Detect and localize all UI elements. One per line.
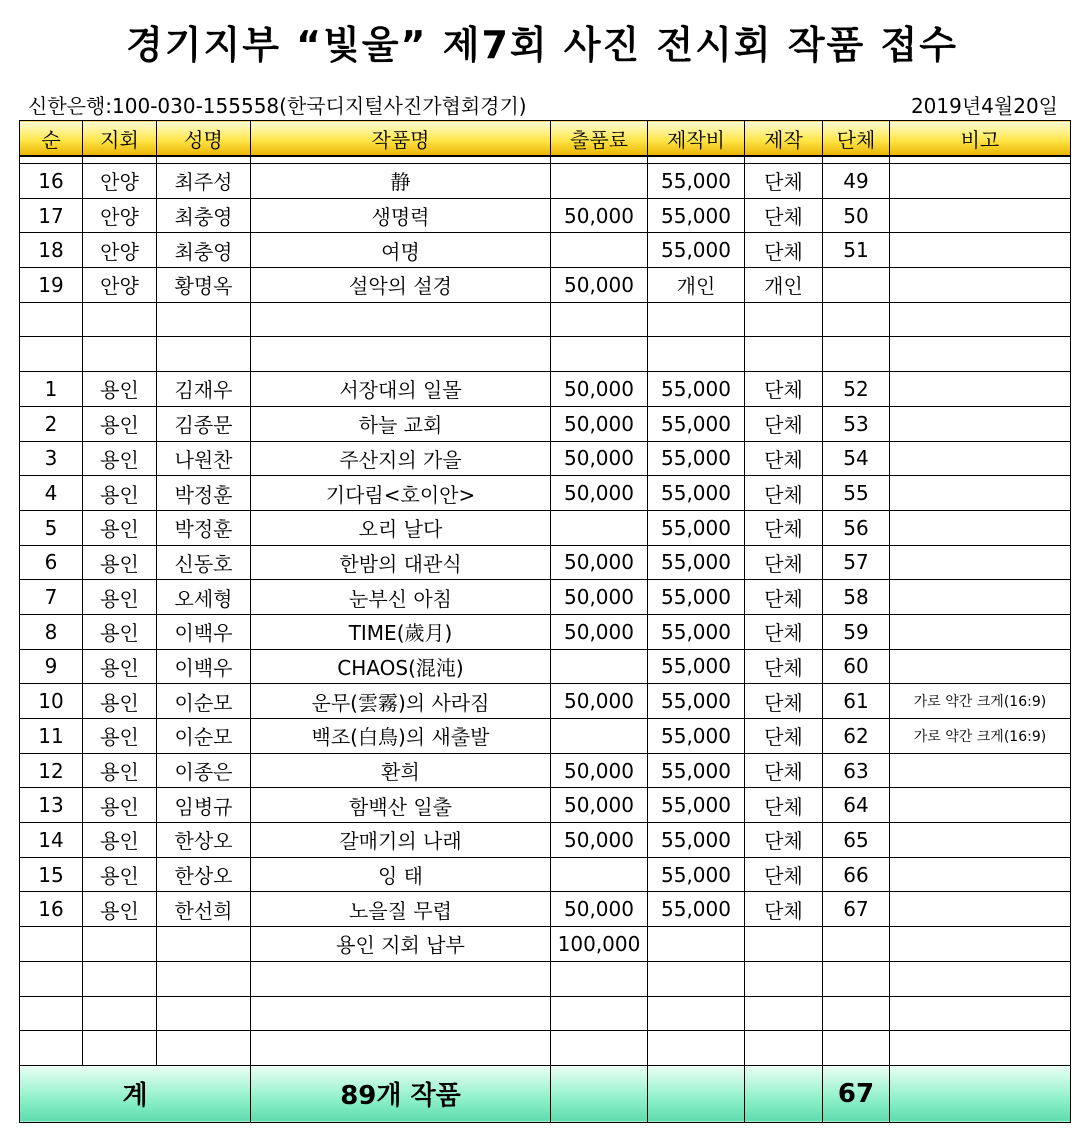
cell-production: 개인 — [745, 268, 823, 303]
cell-fee — [551, 961, 648, 996]
cell-name — [157, 927, 251, 962]
cell-production: 단체 — [745, 406, 823, 441]
total-cost — [648, 1065, 745, 1122]
table-row — [20, 753, 1071, 788]
cell-name: 이백우 — [157, 614, 251, 649]
cell-work: 생명력 — [251, 198, 551, 233]
cell-no: 12 — [20, 753, 83, 788]
cell-cost: 55,000 — [648, 788, 745, 823]
cell-production: 단체 — [745, 614, 823, 649]
cell-cost: 55,000 — [648, 684, 745, 719]
cell-production: 단체 — [745, 719, 823, 754]
cell-name: 최주성 — [157, 164, 251, 199]
cell-name — [157, 1031, 251, 1066]
cell-name: 황명옥 — [157, 268, 251, 303]
cell-cost: 55,000 — [648, 823, 745, 858]
cell-name: 신동호 — [157, 545, 251, 580]
cell-no: 1 — [20, 372, 83, 407]
table-row — [20, 302, 1071, 337]
cell-group — [823, 268, 890, 303]
cell-group — [823, 302, 890, 337]
cell-fee — [551, 233, 648, 268]
cell-fee — [551, 1031, 648, 1066]
cell-work: 노을질 무렵 — [251, 892, 551, 927]
cell-name — [157, 961, 251, 996]
cell-fee: 50,000 — [551, 441, 648, 476]
cell-note — [890, 823, 1071, 858]
cell-name: 김재우 — [157, 372, 251, 407]
cell-note — [890, 927, 1071, 962]
cell-no: 3 — [20, 441, 83, 476]
cell-note — [890, 233, 1071, 268]
cell-no: 14 — [20, 823, 83, 858]
cell-note — [890, 753, 1071, 788]
cell-cost: 개인 — [648, 268, 745, 303]
cell-no: 9 — [20, 649, 83, 684]
cell-branch: 용인 — [83, 753, 157, 788]
total-production — [745, 1065, 823, 1122]
table-row — [20, 268, 1071, 303]
cell-fee: 50,000 — [551, 892, 648, 927]
cell-branch: 안양 — [83, 198, 157, 233]
cell-name: 나원찬 — [157, 441, 251, 476]
cell-branch: 용인 — [83, 614, 157, 649]
cell-note — [890, 961, 1071, 996]
table-row — [20, 233, 1071, 268]
cell-no: 7 — [20, 580, 83, 615]
cell-production — [745, 302, 823, 337]
cell-no: 16 — [20, 892, 83, 927]
cell-note — [890, 996, 1071, 1031]
cell-production: 단체 — [745, 372, 823, 407]
cell-cost: 55,000 — [648, 580, 745, 615]
cell-note — [890, 580, 1071, 615]
cell-cost: 55,000 — [648, 719, 745, 754]
bank-info: 신한은행:100-030-155558(한국디지털사진가협회경기) — [28, 94, 527, 118]
cell-fee: 50,000 — [551, 753, 648, 788]
table-row — [20, 476, 1071, 511]
cell-branch: 용인 — [83, 788, 157, 823]
cell-work: 하늘 교회 — [251, 406, 551, 441]
table-row — [20, 719, 1071, 754]
cell-group: 53 — [823, 406, 890, 441]
cell-group: 59 — [823, 614, 890, 649]
cell-name — [157, 302, 251, 337]
cell-cost — [648, 302, 745, 337]
cell-group: 63 — [823, 753, 890, 788]
cell-no: 15 — [20, 857, 83, 892]
cell-work: 서장대의 일몰 — [251, 372, 551, 407]
cell-work: 용인 지회 납부 — [251, 927, 551, 962]
cell-production: 단체 — [745, 233, 823, 268]
cell-fee: 50,000 — [551, 268, 648, 303]
cell-work: 주산지의 가을 — [251, 441, 551, 476]
cell-name — [157, 996, 251, 1031]
cell-fee — [551, 164, 648, 199]
cell-work: 여명 — [251, 233, 551, 268]
cell-group: 51 — [823, 233, 890, 268]
cell-group — [823, 1031, 890, 1066]
cell-cost — [648, 996, 745, 1031]
cell-branch: 용인 — [83, 545, 157, 580]
cell-cost: 55,000 — [648, 198, 745, 233]
total-group: 67 — [823, 1065, 890, 1122]
cell-note — [890, 164, 1071, 199]
cell-group: 54 — [823, 441, 890, 476]
table-row — [20, 927, 1071, 962]
cell-work: 함백산 일출 — [251, 788, 551, 823]
cell-branch — [83, 1031, 157, 1066]
table-body — [20, 156, 1071, 1065]
cell-cost: 55,000 — [648, 372, 745, 407]
cell-fee: 50,000 — [551, 372, 648, 407]
cell-name — [157, 337, 251, 372]
cell-branch: 용인 — [83, 406, 157, 441]
cell-branch: 안양 — [83, 164, 157, 199]
table-row — [20, 823, 1071, 858]
table-header — [20, 121, 1071, 157]
cell-note — [890, 198, 1071, 233]
cell-group: 58 — [823, 580, 890, 615]
table-row — [20, 857, 1071, 892]
cell-no — [20, 961, 83, 996]
cell-name: 박정훈 — [157, 476, 251, 511]
cell-group: 60 — [823, 649, 890, 684]
cell-work: TIME(歲月) — [251, 614, 551, 649]
cell-note — [890, 302, 1071, 337]
cell-fee: 50,000 — [551, 476, 648, 511]
cell-cost: 55,000 — [648, 753, 745, 788]
cell-fee: 50,000 — [551, 545, 648, 580]
cell-production: 단체 — [745, 753, 823, 788]
cell-work: 한밤의 대관식 — [251, 545, 551, 580]
cell-cost: 55,000 — [648, 857, 745, 892]
cell-group: 52 — [823, 372, 890, 407]
table-row — [20, 892, 1071, 927]
table-row — [20, 198, 1071, 233]
cell-production: 단체 — [745, 684, 823, 719]
cell-fee: 50,000 — [551, 580, 648, 615]
cell-fee — [551, 302, 648, 337]
cell-work: CHAOS(混沌) — [251, 649, 551, 684]
cell-note — [890, 892, 1071, 927]
cell-cost: 55,000 — [648, 406, 745, 441]
cell-name: 이백우 — [157, 649, 251, 684]
cell-work — [251, 961, 551, 996]
header-group: 단체 — [823, 121, 890, 157]
cell-group: 50 — [823, 198, 890, 233]
table-row — [20, 164, 1071, 199]
cell-production — [745, 1031, 823, 1066]
cell-no: 8 — [20, 614, 83, 649]
cell-group — [823, 961, 890, 996]
cell-no: 19 — [20, 268, 83, 303]
table-row — [20, 1031, 1071, 1066]
cell-branch: 용인 — [83, 823, 157, 858]
cell-fee: 50,000 — [551, 788, 648, 823]
cell-cost: 55,000 — [648, 545, 745, 580]
cell-note — [890, 476, 1071, 511]
cell-no — [20, 927, 83, 962]
table-row — [20, 580, 1071, 615]
cell-production: 단체 — [745, 823, 823, 858]
cell-branch — [83, 996, 157, 1031]
cell-name: 김종문 — [157, 406, 251, 441]
cell-branch: 용인 — [83, 476, 157, 511]
cell-fee: 100,000 — [551, 927, 648, 962]
table-row — [20, 996, 1071, 1031]
header-fee: 출품료 — [551, 121, 648, 157]
cell-work: 갈매기의 나래 — [251, 823, 551, 858]
header-name: 성명 — [157, 121, 251, 157]
cell-name: 한선희 — [157, 892, 251, 927]
cell-branch: 용인 — [83, 892, 157, 927]
cell-group: 67 — [823, 892, 890, 927]
cell-fee: 50,000 — [551, 614, 648, 649]
cell-production: 단체 — [745, 476, 823, 511]
page-title: 경기지부 “빛울” 제7회 사진 전시회 작품 접수 — [126, 23, 958, 67]
total-fee — [551, 1065, 648, 1122]
cell-fee — [551, 337, 648, 372]
cell-group: 57 — [823, 545, 890, 580]
cell-note — [890, 545, 1071, 580]
cell-cost — [648, 927, 745, 962]
cell-production — [745, 337, 823, 372]
header-divider — [20, 156, 1071, 164]
cell-branch: 안양 — [83, 268, 157, 303]
cell-production — [745, 927, 823, 962]
cell-production: 단체 — [745, 545, 823, 580]
total-works: 89개 작품 — [251, 1065, 551, 1122]
header-note: 비고 — [890, 121, 1071, 157]
cell-branch — [83, 927, 157, 962]
cell-production: 단체 — [745, 857, 823, 892]
cell-cost: 55,000 — [648, 892, 745, 927]
cell-production: 단체 — [745, 510, 823, 545]
cell-work — [251, 337, 551, 372]
cell-name: 한상오 — [157, 857, 251, 892]
cell-branch — [83, 302, 157, 337]
cell-name: 임병규 — [157, 788, 251, 823]
cell-work: 백조(白鳥)의 새출발 — [251, 719, 551, 754]
cell-cost: 55,000 — [648, 233, 745, 268]
cell-group: 61 — [823, 684, 890, 719]
cell-production: 단체 — [745, 441, 823, 476]
cell-name: 이종은 — [157, 753, 251, 788]
cell-fee — [551, 510, 648, 545]
cell-no: 10 — [20, 684, 83, 719]
cell-name: 최충영 — [157, 198, 251, 233]
cell-group: 56 — [823, 510, 890, 545]
cell-work: 운무(雲霧)의 사라짐 — [251, 684, 551, 719]
header-production: 제작 — [745, 121, 823, 157]
cell-cost — [648, 337, 745, 372]
table-row — [20, 337, 1071, 372]
table-row — [20, 961, 1071, 996]
table-row — [20, 614, 1071, 649]
cell-note — [890, 1031, 1071, 1066]
cell-group — [823, 337, 890, 372]
cell-note — [890, 406, 1071, 441]
cell-note — [890, 857, 1071, 892]
table-row — [20, 684, 1071, 719]
cell-no: 18 — [20, 233, 83, 268]
cell-cost: 55,000 — [648, 164, 745, 199]
cell-branch: 용인 — [83, 441, 157, 476]
cell-branch: 용인 — [83, 719, 157, 754]
cell-fee: 50,000 — [551, 406, 648, 441]
cell-fee — [551, 857, 648, 892]
cell-group: 64 — [823, 788, 890, 823]
cell-branch: 용인 — [83, 510, 157, 545]
cell-branch: 용인 — [83, 372, 157, 407]
cell-cost: 55,000 — [648, 649, 745, 684]
cell-cost — [648, 961, 745, 996]
cell-group: 65 — [823, 823, 890, 858]
cell-no — [20, 302, 83, 337]
cell-fee: 50,000 — [551, 823, 648, 858]
cell-cost: 55,000 — [648, 510, 745, 545]
cell-branch: 안양 — [83, 233, 157, 268]
cell-production: 단체 — [745, 788, 823, 823]
cell-work — [251, 996, 551, 1031]
cell-work — [251, 302, 551, 337]
cell-production: 단체 — [745, 649, 823, 684]
cell-name: 박정훈 — [157, 510, 251, 545]
cell-branch: 용인 — [83, 580, 157, 615]
cell-cost: 55,000 — [648, 476, 745, 511]
cell-no: 2 — [20, 406, 83, 441]
cell-no: 11 — [20, 719, 83, 754]
cell-name: 이순모 — [157, 684, 251, 719]
cell-production: 단체 — [745, 580, 823, 615]
header-work: 작품명 — [251, 121, 551, 157]
cell-no: 4 — [20, 476, 83, 511]
cell-note: 가로 약간 크게(16:9) — [890, 684, 1071, 719]
cell-fee — [551, 649, 648, 684]
cell-production — [745, 961, 823, 996]
total-note — [890, 1065, 1071, 1122]
cell-work: 잉 태 — [251, 857, 551, 892]
cell-fee: 50,000 — [551, 198, 648, 233]
cell-note: 가로 약간 크게(16:9) — [890, 719, 1071, 754]
cell-branch: 용인 — [83, 649, 157, 684]
cell-group: 49 — [823, 164, 890, 199]
cell-group — [823, 996, 890, 1031]
cell-fee — [551, 996, 648, 1031]
cell-no: 13 — [20, 788, 83, 823]
cell-group: 66 — [823, 857, 890, 892]
cell-cost: 55,000 — [648, 441, 745, 476]
table-row — [20, 406, 1071, 441]
cell-note — [890, 788, 1071, 823]
cell-branch — [83, 961, 157, 996]
table-row — [20, 649, 1071, 684]
cell-branch: 용인 — [83, 684, 157, 719]
submission-table — [19, 120, 1071, 1123]
table-row — [20, 372, 1071, 407]
cell-note — [890, 268, 1071, 303]
total-label: 계 — [20, 1065, 251, 1122]
cell-note — [890, 337, 1071, 372]
cell-no: 6 — [20, 545, 83, 580]
cell-work: 눈부신 아침 — [251, 580, 551, 615]
header-no: 순 — [20, 121, 83, 157]
cell-production: 단체 — [745, 164, 823, 199]
cell-branch — [83, 337, 157, 372]
cell-name: 한상오 — [157, 823, 251, 858]
cell-work: 기다림<호이안> — [251, 476, 551, 511]
cell-note — [890, 510, 1071, 545]
cell-note — [890, 441, 1071, 476]
cell-branch: 용인 — [83, 857, 157, 892]
cell-production: 단체 — [745, 198, 823, 233]
table-row — [20, 441, 1071, 476]
cell-note — [890, 372, 1071, 407]
cell-production — [745, 996, 823, 1031]
cell-no: 5 — [20, 510, 83, 545]
cell-no: 16 — [20, 164, 83, 199]
header-branch: 지회 — [83, 121, 157, 157]
cell-fee — [551, 719, 648, 754]
date-label: 2019년4월20일 — [910, 94, 1058, 118]
cell-cost — [648, 1031, 745, 1066]
cell-fee: 50,000 — [551, 684, 648, 719]
cell-no — [20, 1031, 83, 1066]
cell-work — [251, 1031, 551, 1066]
cell-work: 환희 — [251, 753, 551, 788]
header-cost: 제작비 — [648, 121, 745, 157]
cell-name: 최충영 — [157, 233, 251, 268]
cell-cost: 55,000 — [648, 614, 745, 649]
cell-work: 静 — [251, 164, 551, 199]
cell-group: 55 — [823, 476, 890, 511]
cell-no: 17 — [20, 198, 83, 233]
cell-no — [20, 996, 83, 1031]
cell-no — [20, 337, 83, 372]
cell-name: 오세형 — [157, 580, 251, 615]
cell-work: 설악의 설경 — [251, 268, 551, 303]
table-row — [20, 788, 1071, 823]
table-footer — [20, 1065, 1071, 1122]
cell-group: 62 — [823, 719, 890, 754]
cell-group — [823, 927, 890, 962]
table-row — [20, 545, 1071, 580]
cell-name: 이순모 — [157, 719, 251, 754]
cell-note — [890, 614, 1071, 649]
cell-production: 단체 — [745, 892, 823, 927]
table-row — [20, 510, 1071, 545]
cell-note — [890, 649, 1071, 684]
cell-work: 오리 날다 — [251, 510, 551, 545]
